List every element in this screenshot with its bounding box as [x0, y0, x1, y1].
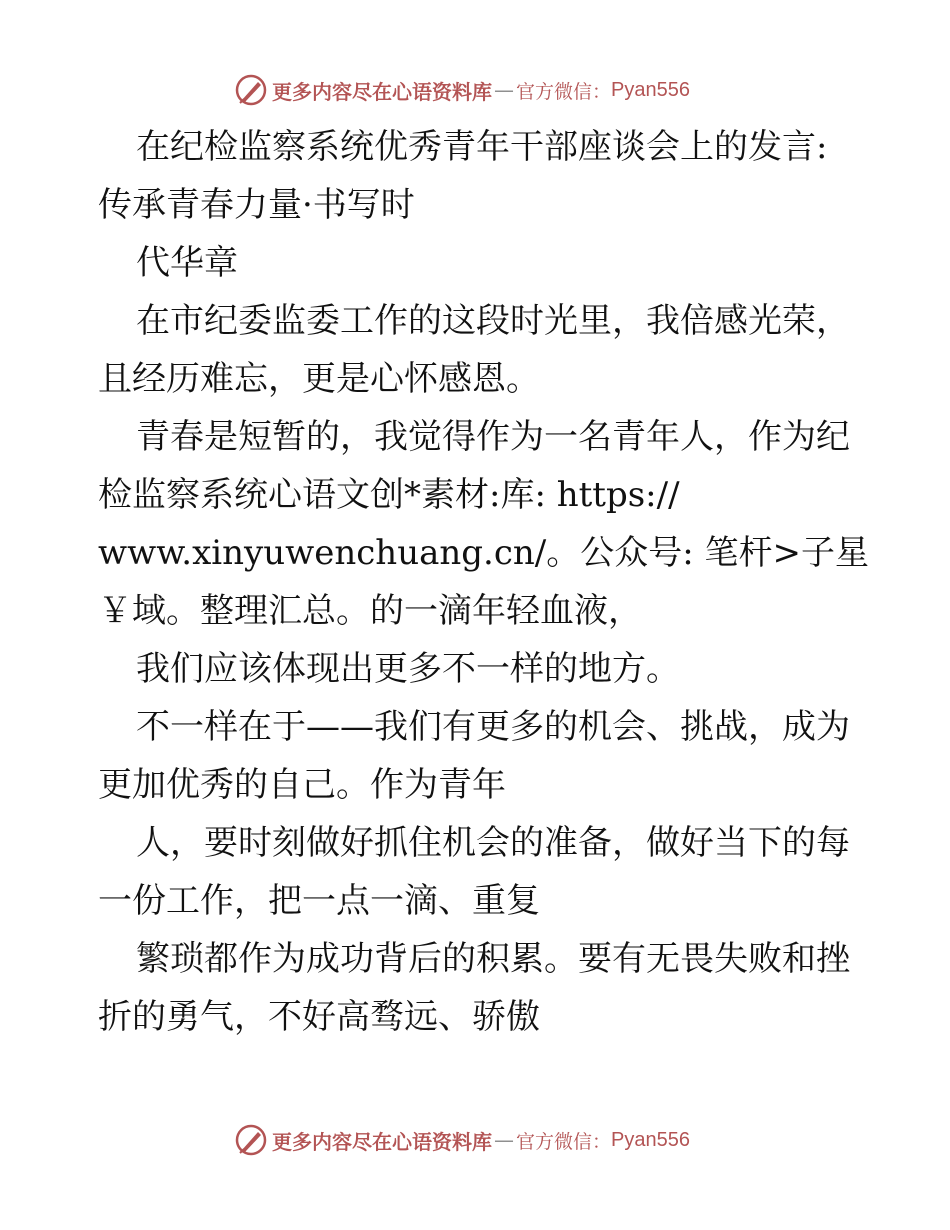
wechat-id: Pyan556 — [611, 1128, 690, 1151]
quill-pen-logo-icon — [234, 73, 268, 107]
text-line: 繁琐都作为成功背后的积累。要有无畏失败和挫 — [136, 939, 850, 979]
document-body — [98, 118, 869, 1046]
text-line: 一份工作，把一点一滴、重复 — [98, 881, 540, 921]
text-line: 更加优秀的自己。作为青年 — [98, 765, 506, 805]
text-line: 在纪检监察系统优秀青年干部座谈会上的发言: — [136, 127, 828, 167]
banner-text: 更多内容尽在心语资料库 — [272, 79, 492, 104]
banner-text: 更多内容尽在心语资料库 — [272, 1129, 492, 1154]
banner-separator: — — [494, 78, 514, 102]
text-line: 不一样在于——我们有更多的机会、挑战，成为 — [136, 707, 850, 747]
text-line: 人，要时刻做好抓住机会的准备，做好当下的每 — [136, 823, 850, 863]
text-line: 折的勇气，不好高骛远、骄傲 — [98, 997, 540, 1037]
text-line: 传承青春力量·书写时 — [98, 185, 415, 225]
wechat-id: Pyan556 — [611, 78, 690, 101]
text-line: 我们应该体现出更多不一样的地方。 — [136, 649, 680, 689]
text-line: ￥域。整理汇总。的一滴年轻血液， — [98, 591, 642, 631]
quill-pen-logo-icon — [234, 1123, 268, 1157]
banner-separator: — — [494, 1128, 514, 1152]
text-line: 且经历难忘，更是心怀感恩。 — [98, 359, 540, 399]
wechat-label: 官方微信： — [516, 1130, 612, 1153]
header-banner — [234, 72, 690, 108]
text-line: 检监察系统心语文创*素材:库: https:// — [98, 475, 680, 515]
text-line: www.xinyuwenchuang.cn/。公众号: 笔杆>子星 — [98, 533, 869, 573]
text-line: 代华章 — [136, 243, 238, 283]
text-line: 在市纪委监委工作的这段时光里，我倍感光荣， — [136, 301, 850, 341]
footer-banner — [234, 1122, 690, 1158]
text-line: 青春是短暂的，我觉得作为一名青年人，作为纪 — [136, 417, 850, 457]
wechat-label: 官方微信： — [516, 80, 612, 103]
